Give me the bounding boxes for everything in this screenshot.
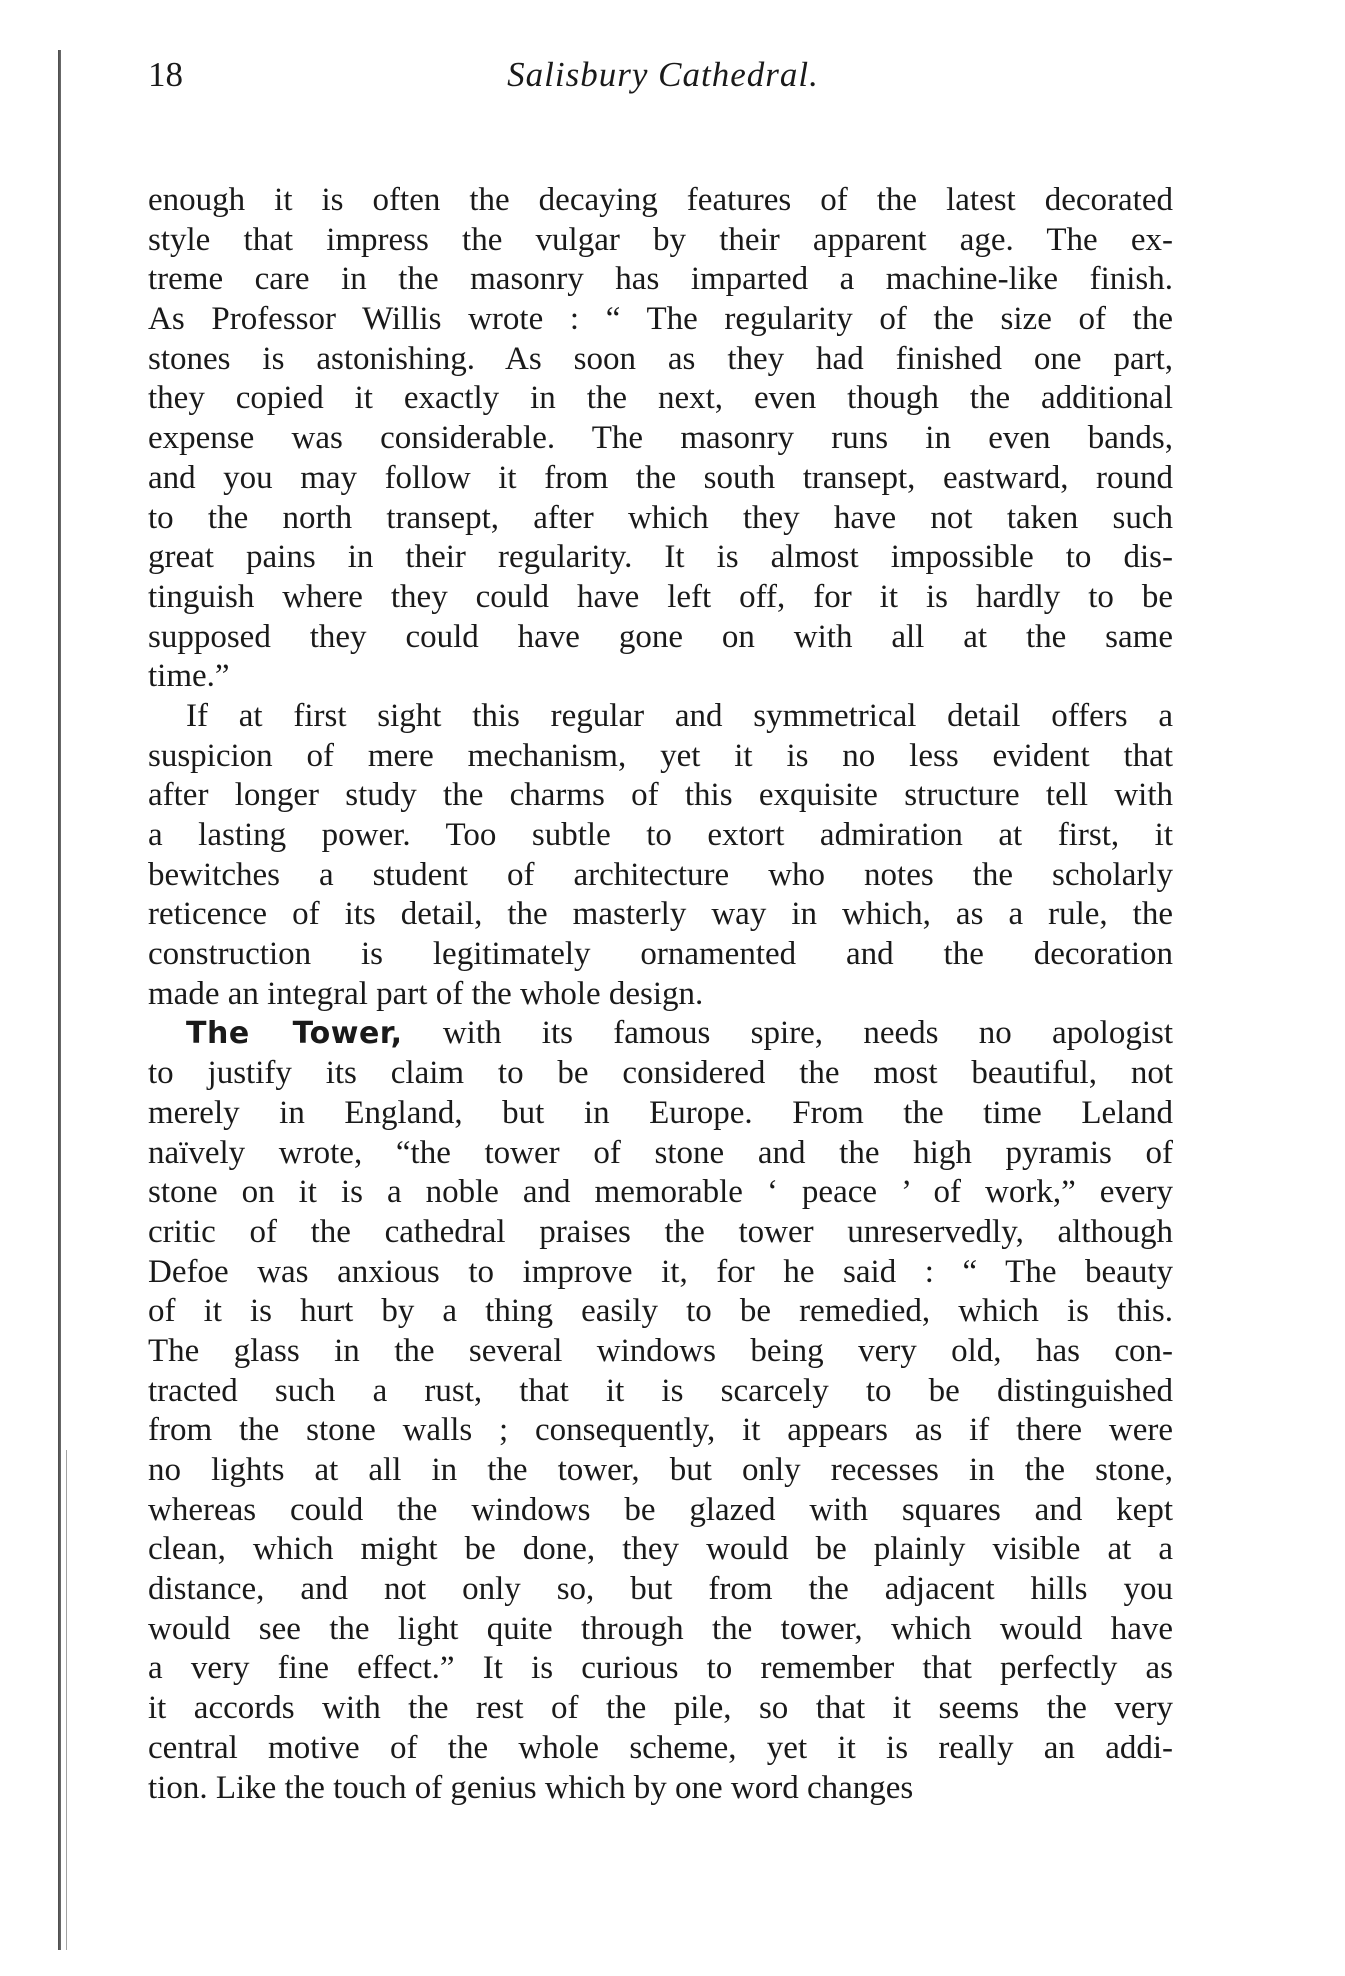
paragraph	[148, 181, 1173, 697]
page-binding-edge	[58, 50, 61, 1950]
text-line: reticence of its detail, the masterly way in which, as a rule, the	[148, 896, 1173, 933]
text-line: of it is hurt by a thing easily to be remedied, which is this.	[148, 1293, 1173, 1330]
book-page	[148, 50, 1178, 1808]
text-line: it accords with the rest of the pile, so that it seems the very	[148, 1690, 1173, 1727]
text-line: distance, and not only so, but from the adjacent hills you	[148, 1571, 1173, 1608]
text-line: from the stone walls ; consequently, it appears as if there were	[148, 1412, 1173, 1449]
text-line: enough it is often the decaying features of the latest decorated	[148, 182, 1173, 218]
text-line: made an integral part of the whole design.	[148, 975, 704, 1012]
text-line: suspicion of mere mechanism, yet it is no less evident that	[148, 737, 1173, 774]
text-line: time.”	[148, 658, 230, 695]
paragraph	[148, 1014, 1173, 1808]
text-line: a very fine effect.” It is curious to remember that perfectly as	[148, 1650, 1173, 1687]
text-line: Defoe was anxious to improve it, for he said : “ The beauty	[148, 1253, 1173, 1290]
text-line: critic of the cathedral praises the tower unreservedly, although	[148, 1213, 1173, 1250]
text-line: to the north transept, after which they have not taken such	[148, 499, 1173, 536]
text-line: bewitches a student of architecture who notes the scholarly	[148, 856, 1173, 893]
text-line: clean, which might be done, they would be plainly visible at a	[148, 1531, 1173, 1568]
text-line: no lights at all in the tower, but only recesses in the stone,	[148, 1452, 1173, 1488]
text-line: after longer study the charms of this exquisite structure tell with	[148, 777, 1173, 814]
text-line: treme care in the masonry has imparted a machine-like finish.	[148, 261, 1173, 298]
text-line: naïvely wrote, “the tower of stone and the high pyramis of	[148, 1134, 1173, 1171]
section-heading-continuation: with its famous spire, needs no apologist	[402, 1015, 1174, 1052]
section-heading: The Tower,	[186, 1016, 403, 1052]
text-line: The glass in the several windows being very old, has con-	[148, 1332, 1173, 1369]
text-line: and you may follow it from the south transept, eastward, round	[148, 459, 1173, 496]
body-text	[148, 181, 1173, 1808]
text-line: stones is astonishing. As soon as they had finished one part,	[148, 340, 1173, 377]
running-title: Salisbury Cathedral.	[507, 55, 819, 94]
text-line: great pains in their regularity. It is almost impossible to dis-	[148, 539, 1173, 576]
text-line: supposed they could have gone on with all at the same	[148, 618, 1173, 655]
text-line: to justify its claim to be considered the most beautiful, not	[148, 1055, 1173, 1092]
text-line: would see the light quite through the tower, which would have	[148, 1610, 1173, 1647]
text-line: tion. Like the touch of genius which by one word changes	[148, 1769, 914, 1806]
text-line: expense was considerable. The masonry runs in even bands,	[148, 420, 1173, 457]
text-line: central motive of the whole scheme, yet it is really an addi-	[148, 1729, 1173, 1766]
page-number: 18	[148, 55, 183, 94]
text-line: If at first sight this regular and symmetrical detail offers a	[186, 697, 1173, 734]
text-line: As Professor Willis wrote : “ The regularity of the size of the	[148, 301, 1173, 338]
text-line: a lasting power. Too subtle to extort admiration at first, it	[148, 817, 1173, 853]
text-line: style that impress the vulgar by their apparent age. The ex-	[148, 221, 1173, 258]
text-line	[148, 1014, 1173, 1054]
text-line: merely in England, but in Europe. From the time Leland	[148, 1094, 1173, 1131]
page-binding-shadow	[66, 1450, 67, 1950]
text-line: tracted such a rust, that it is scarcely to be distinguished	[148, 1372, 1173, 1409]
text-line: stone on it is a noble and memorable ‘ peace ’ of work,” every	[148, 1174, 1173, 1211]
text-line: construction is legitimately ornamented and the decoration	[148, 936, 1173, 973]
running-head	[148, 50, 1178, 100]
text-line: whereas could the windows be glazed with squares and kept	[148, 1491, 1173, 1528]
text-line: they copied it exactly in the next, even though the additional	[148, 380, 1173, 417]
text-line: tinguish where they could have left off, for it is hardly to be	[148, 578, 1173, 615]
paragraph	[148, 697, 1173, 1015]
